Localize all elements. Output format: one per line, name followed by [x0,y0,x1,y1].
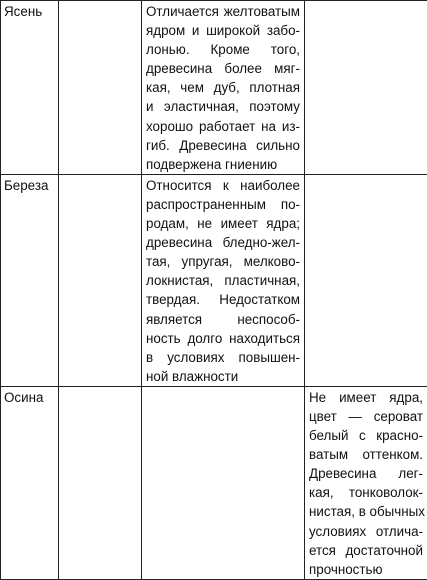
description-cell [142,174,305,386]
description-line: ядром и широкой забо- [146,21,300,40]
description-line: Отличается желтоватым [146,2,300,21]
description-line: гиб. Древесина сильно [146,136,300,155]
note-line: цвет — сероват [309,407,423,426]
note-line: Не имеет ядра, [309,388,423,407]
note-line: ется достаточной [309,541,423,560]
description-line: ность долго находиться [146,329,300,348]
note-line: кая, тонковолок- [309,483,423,502]
description-line: родам, не имеет ядра; [146,214,300,233]
description-line: Относится к наиболее [146,176,300,195]
table-row-birch [1,174,427,386]
note-line: Древесина лег- [309,464,423,483]
description-line: древесина более мяг- [146,59,300,78]
wood-name-cell [1,174,59,386]
note-line: ватым оттенком. [309,445,423,464]
description-cell [142,1,305,175]
description-line: является неспособ- [146,310,300,329]
description-line: кая, чем дуб, плотная [146,78,300,97]
empty-cell [305,174,427,386]
note-line: условиях отлича- [309,522,423,541]
note-line: белый с красно- [309,426,423,445]
note-cell [305,386,427,579]
wood-name: Береза [4,178,48,193]
description-line: лонью. Кроме того, [146,40,300,59]
wood-name: Осина [4,390,43,405]
description-line: твердая. Недостатком [146,290,300,309]
description-line: ной влажности [146,367,300,386]
empty-cell [305,1,427,175]
description-text [146,2,300,174]
wood-name: Ясень [4,4,42,19]
description-line: в условиях повышен- [146,348,300,367]
description-line: распространенным по- [146,195,300,214]
note-text [309,388,423,579]
description-line: подвержена гниению [146,155,300,174]
description-cell [142,386,305,579]
note-line: прочностью [309,560,423,579]
empty-cell [59,386,142,579]
empty-cell [59,1,142,175]
description-line: и эластичная, поэтому [146,97,300,116]
empty-cell [59,174,142,386]
description-line: древесина бледно-жел- [146,233,300,252]
description-text [146,176,300,386]
wood-name-cell [1,1,59,175]
table-row-ash [1,1,427,175]
wood-name-cell [1,386,59,579]
note-line: нистая, в обычных [309,502,423,521]
description-line: хорошо работает на из- [146,117,300,136]
table-row-aspen [1,386,427,579]
description-line: тая, упругая, мелково- [146,252,300,271]
description-line: локнистая, пластичная, [146,271,300,290]
